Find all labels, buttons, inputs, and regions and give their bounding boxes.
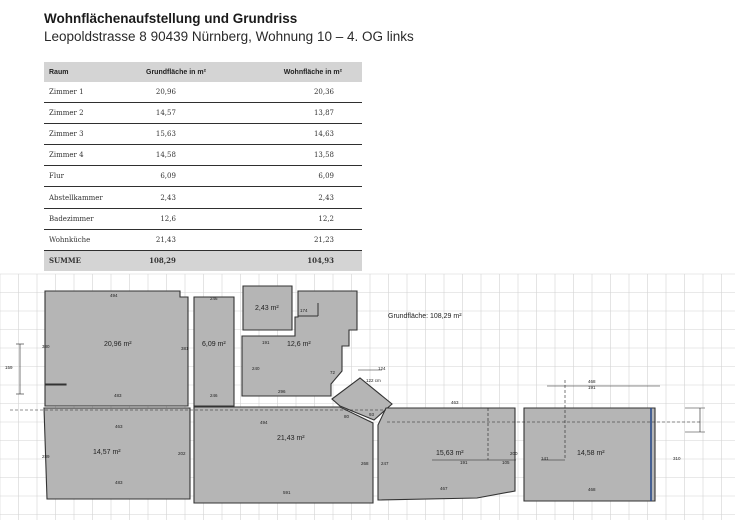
dim-label: 268	[361, 461, 369, 466]
cell-wohnflaeche: 2,43	[264, 187, 362, 208]
page-title: Wohnflächenaufstellung und Grundriss	[44, 11, 298, 26]
dim-label: 296	[278, 389, 286, 394]
dim-label: 380	[42, 344, 50, 349]
cell-wohnflaeche: 20,36	[264, 82, 362, 103]
table-row	[44, 103, 362, 124]
cell-wohnflaeche: 13,87	[264, 103, 362, 124]
cell-wohnflaeche: 13,58	[264, 145, 362, 166]
table-row	[44, 187, 362, 208]
cell-wohnflaeche: 12,2	[264, 208, 362, 229]
dim-label: 200	[510, 451, 518, 456]
cell-raum: Zimmer 4	[44, 145, 119, 166]
dim-label: 467	[440, 486, 448, 491]
dim-label: 246	[210, 296, 218, 301]
cell-raum: Wohnküche	[44, 229, 119, 250]
room-label-wohnkueche: 21,43 m²	[277, 435, 305, 442]
dim-label: 93	[369, 412, 375, 417]
cell-grundflaeche: 21,43	[119, 229, 264, 250]
dim-label: 468	[588, 379, 596, 384]
dim-label: 122 cm	[366, 378, 381, 383]
dim-label: 463	[451, 400, 459, 405]
dim-label: 468	[588, 487, 596, 492]
cell-grundflaeche: 14,58	[119, 145, 264, 166]
table-row	[44, 166, 362, 187]
cell-grundflaeche: 14,57	[119, 103, 264, 124]
cell-raum: Abstellkammer	[44, 187, 119, 208]
table-row	[44, 229, 362, 250]
cell-wohnflaeche: 21,23	[264, 229, 362, 250]
dim-label: 80	[344, 414, 350, 419]
cell-grundflaeche: 15,63	[119, 124, 264, 145]
area-table	[44, 62, 362, 271]
dim-label: 246	[210, 393, 218, 398]
room-flur	[194, 297, 234, 406]
column-header-wohnflaeche: Wohnfläche in m²	[264, 62, 362, 82]
cell-grundflaeche: 20,96	[119, 82, 264, 103]
dim-label: 174	[300, 308, 308, 313]
dim-label: 463	[115, 424, 123, 429]
cell-grundflaeche: 2,43	[119, 187, 264, 208]
page-subtitle: Leopoldstrasse 8 90439 Nürnberg, Wohnung 10 – 4. OG links	[44, 29, 414, 44]
room-label-zimmer3: 15,63 m²	[436, 450, 464, 457]
cell-grundflaeche: 6,09	[119, 166, 264, 187]
cell-raum: Flur	[44, 166, 119, 187]
room-label-abstellkammer: 2,43 m²	[255, 305, 279, 312]
dim-label: 191	[262, 340, 270, 345]
dim-label: 483	[115, 480, 123, 485]
table-row	[44, 208, 362, 229]
cell-raum: SUMME	[44, 250, 119, 271]
dim-label: 105	[502, 460, 510, 465]
room-zimmer1	[45, 291, 188, 406]
cell-raum: Badezimmer	[44, 208, 119, 229]
dim-label: 159	[5, 365, 13, 370]
room-label-zimmer1: 20,96 m²	[104, 341, 132, 348]
dim-label: 494	[260, 420, 268, 425]
room-wohnkueche	[194, 407, 373, 503]
dim-label: 72	[330, 370, 336, 375]
floor-plan	[0, 266, 735, 520]
column-header-raum: Raum	[44, 62, 119, 82]
dim-label: 310	[673, 456, 681, 461]
cell-raum: Zimmer 3	[44, 124, 119, 145]
dim-label: 124	[378, 366, 386, 371]
dim-label: 191	[460, 460, 468, 465]
room-label-zimmer4: 14,58 m²	[577, 450, 605, 457]
cell-grundflaeche: 108,29	[119, 250, 264, 271]
dim-label: 191	[588, 385, 596, 390]
dim-label: 494	[110, 293, 118, 298]
table-row	[44, 145, 362, 166]
dim-label: 141	[541, 456, 549, 461]
room-label-zimmer2: 14,57 m²	[93, 449, 121, 456]
cell-raum: Zimmer 2	[44, 103, 119, 124]
dim-label: 247	[381, 461, 389, 466]
cell-raum: Zimmer 1	[44, 82, 119, 103]
room-label-flur: 6,09 m²	[202, 341, 226, 348]
room-label-badezimmer: 12,6 m²	[287, 341, 311, 348]
room-shapes	[44, 286, 655, 503]
column-header-grundflaeche: Grundfläche in m²	[119, 62, 264, 82]
table-header-row	[44, 62, 362, 82]
cell-grundflaeche: 12,6	[119, 208, 264, 229]
table-row	[44, 124, 362, 145]
dim-label: 289	[42, 454, 50, 459]
table-row	[44, 82, 362, 103]
dim-label: 381	[181, 346, 189, 351]
dim-label: 202	[178, 451, 186, 456]
dim-label: 240	[252, 366, 260, 371]
cell-wohnflaeche: 14,63	[264, 124, 362, 145]
cell-wohnflaeche: 6,09	[264, 166, 362, 187]
total-area-label: Grundfläche: 108,29 m²	[388, 313, 462, 320]
cell-wohnflaeche: 104,93	[264, 250, 362, 271]
dim-label: 483	[114, 393, 122, 398]
dim-label: 591	[283, 490, 291, 495]
